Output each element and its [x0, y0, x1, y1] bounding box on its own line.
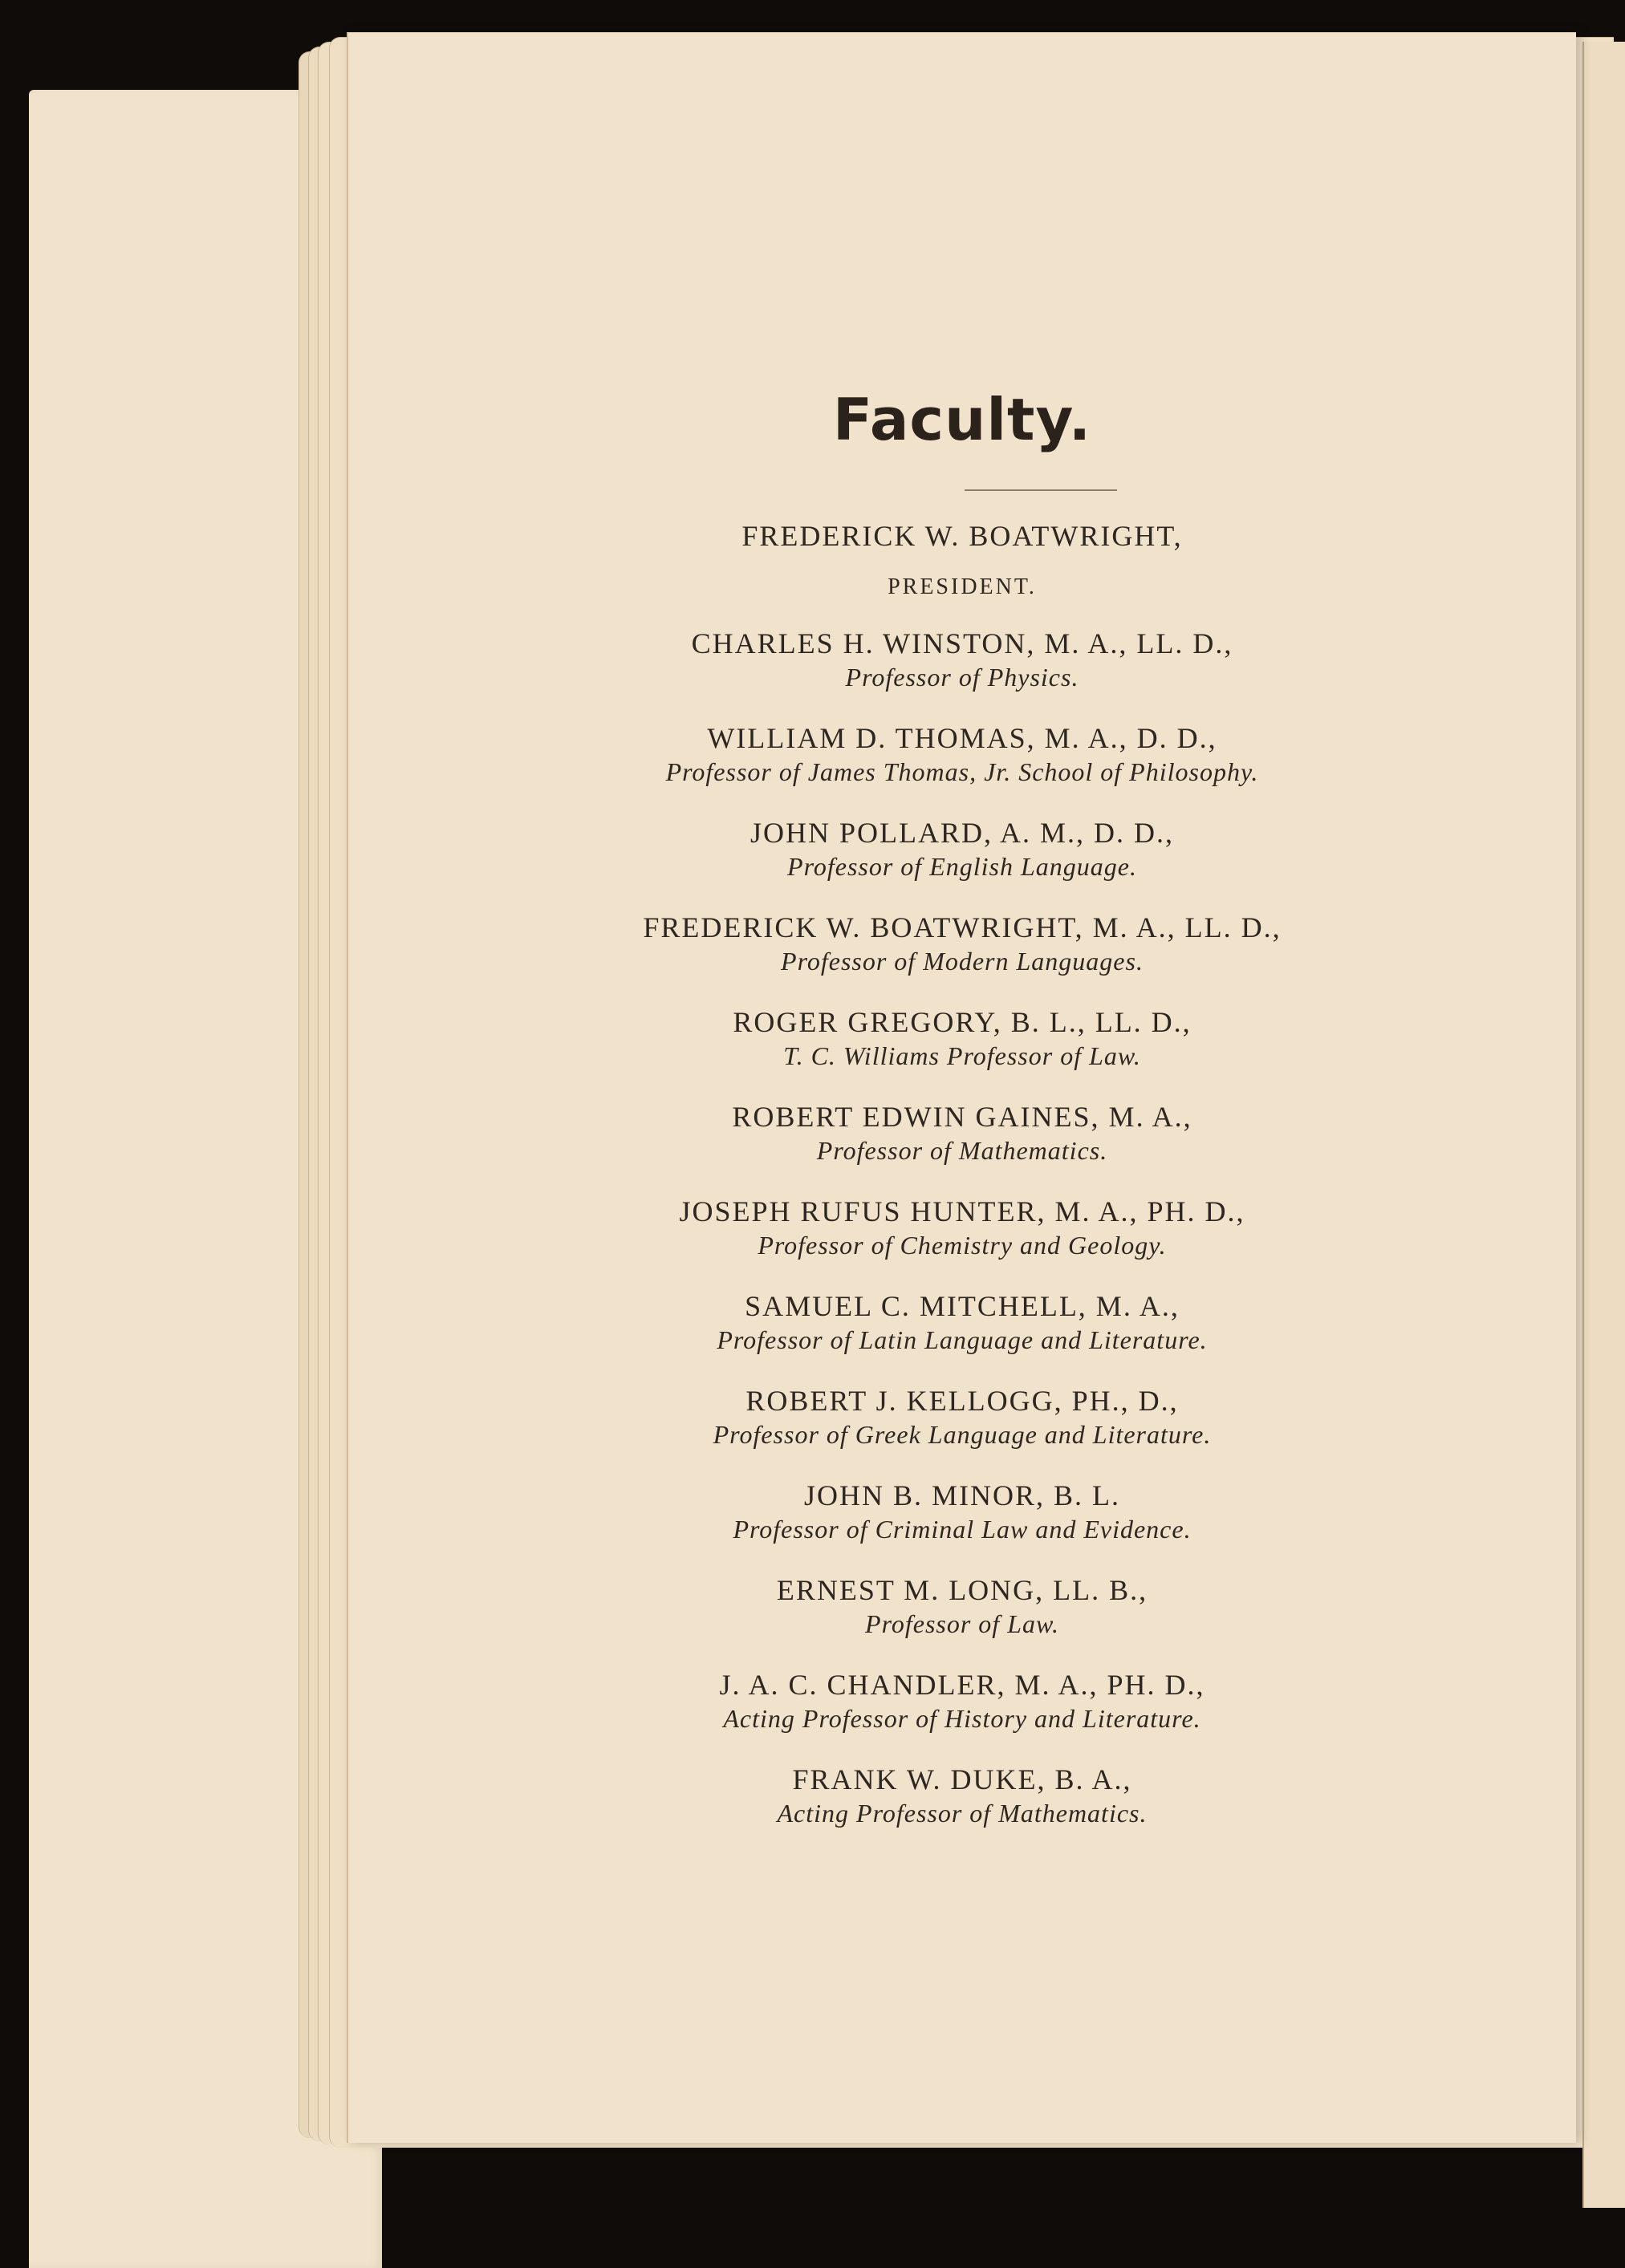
faculty-name: JOHN B. MINOR, B. L.: [803, 1479, 1121, 1511]
faculty-page: [347, 32, 1576, 2143]
faculty-name: FRANK W. DUKE, B. A.,: [792, 1763, 1132, 1795]
faculty-entry: [348, 1004, 1576, 1072]
faculty-title: Acting Professor of Mathematics.: [777, 1799, 1148, 1828]
faculty-entry: [348, 1667, 1576, 1734]
president-entry: [348, 518, 1576, 603]
facing-page-sliver: [1582, 42, 1625, 2208]
faculty-title: Professor of Greek Language and Literature.: [713, 1420, 1212, 1449]
faculty-name: ROBERT EDWIN GAINES, M. A.,: [732, 1101, 1192, 1133]
faculty-name: J. A. C. CHANDLER, M. A., PH. D.,: [719, 1669, 1205, 1701]
faculty-entry: [348, 910, 1576, 977]
faculty-entry: [348, 1572, 1576, 1640]
faculty-title: Professor of Physics.: [845, 663, 1079, 692]
faculty-list: [348, 518, 1576, 1829]
faculty-entry: [348, 1762, 1576, 1829]
faculty-name: JOHN POLLARD, A. M., D. D.,: [750, 817, 1175, 849]
faculty-title: Professor of Criminal Law and Evidence.: [733, 1515, 1192, 1544]
faculty-title: Professor of James Thomas, Jr. School of Philosophy.: [665, 757, 1259, 786]
faculty-title: Professor of Modern Languages.: [781, 947, 1144, 976]
faculty-name: ROBERT J. KELLOGG, PH., D.,: [745, 1385, 1179, 1417]
faculty-title: T. C. Williams Professor of Law.: [783, 1041, 1141, 1070]
faculty-title: Professor of Latin Language and Literature.: [717, 1325, 1208, 1354]
faculty-name: WILLIAM D. THOMAS, M. A., D. D.,: [707, 722, 1217, 754]
faculty-entry: [348, 1194, 1576, 1261]
faculty-entry: [348, 815, 1576, 882]
faculty-title: Professor of English Language.: [787, 852, 1137, 881]
page-heading: Faculty.: [832, 386, 1092, 453]
faculty-entry: [348, 1383, 1576, 1450]
faculty-name: CHARLES H. WINSTON, M. A., LL. D.,: [691, 627, 1233, 659]
faculty-name: ROGER GREGORY, B. L., LL. D.,: [733, 1006, 1192, 1038]
faculty-entry: [348, 1288, 1576, 1356]
faculty-entry: [348, 720, 1576, 788]
faculty-title: Acting Professor of History and Literature.: [723, 1704, 1201, 1733]
faculty-title: Professor of Mathematics.: [816, 1136, 1108, 1165]
faculty-name: FREDERICK W. BOATWRIGHT, M. A., LL. D.,: [643, 911, 1282, 943]
faculty-entry: [348, 626, 1576, 693]
president-title: PRESIDENT.: [888, 574, 1037, 599]
faculty-entry: [348, 1478, 1576, 1545]
faculty-name: ERNEST M. LONG, LL. B.,: [776, 1574, 1148, 1606]
faculty-name: SAMUEL C. MITCHELL, M. A.,: [745, 1290, 1180, 1322]
faculty-title: Professor of Law.: [865, 1609, 1059, 1638]
faculty-entry: [348, 1099, 1576, 1166]
heading-rule: [965, 489, 1117, 491]
faculty-title: Professor of Chemistry and Geology.: [758, 1231, 1167, 1260]
president-name: FREDERICK W. BOATWRIGHT,: [741, 520, 1183, 552]
faculty-name: JOSEPH RUFUS HUNTER, M. A., PH. D.,: [679, 1195, 1245, 1227]
